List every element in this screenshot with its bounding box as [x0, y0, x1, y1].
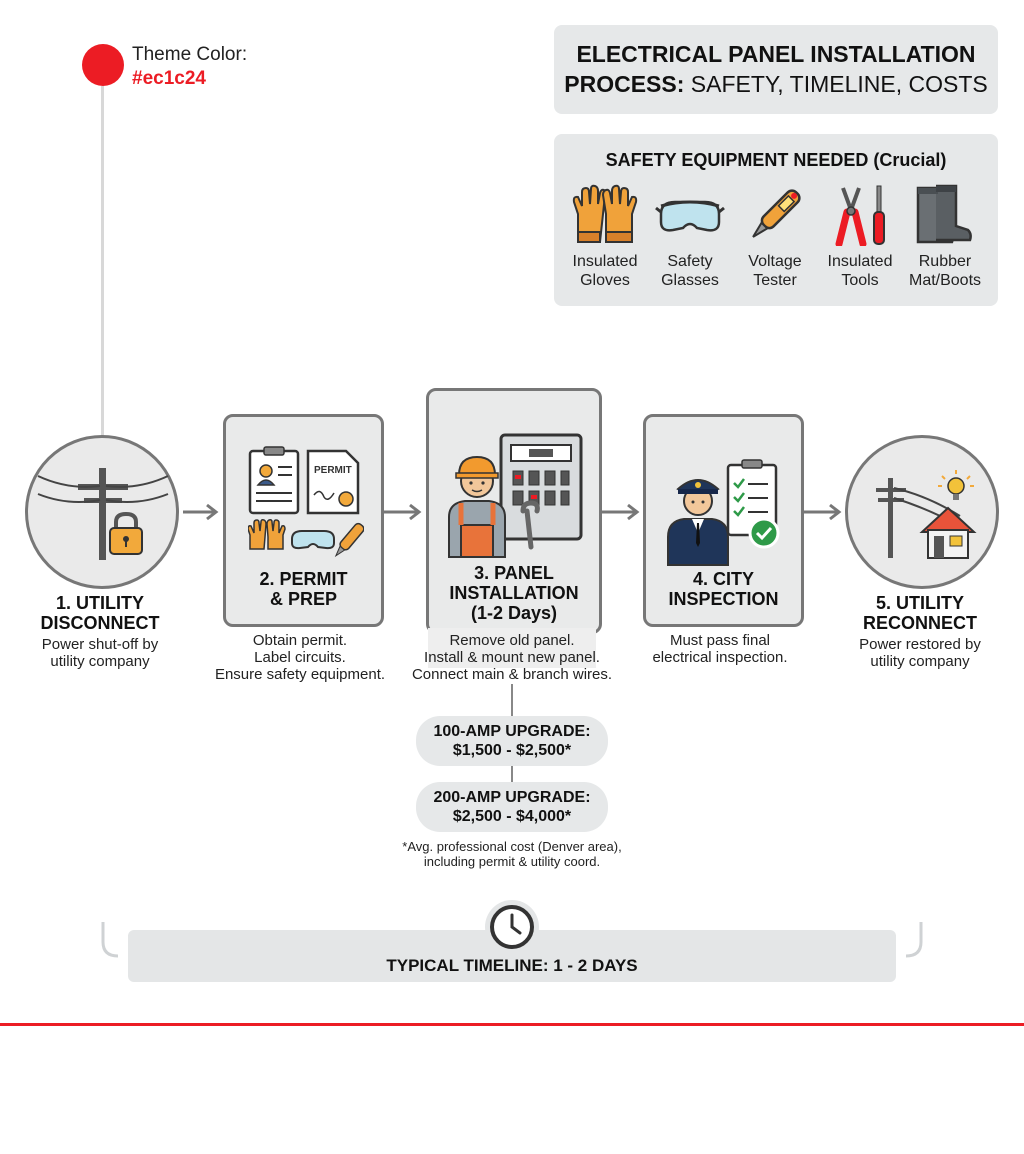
title-line-2 — [554, 71, 998, 98]
safety-item-label: Tools — [841, 272, 879, 289]
step-city-inspection-card — [643, 414, 804, 627]
cost-footnote — [380, 839, 644, 869]
cost-range: $1,500 - $2,500* — [452, 742, 572, 759]
step-2-title — [226, 569, 381, 609]
timeline-label: TYPICAL TIMELINE: 1 - 2 DAYS — [386, 956, 638, 975]
step-desc-line: Label circuits. — [254, 649, 346, 666]
safety-item-boots — [900, 184, 990, 290]
theme-color-label: Theme Color: — [132, 44, 248, 65]
safety-item-label: Voltage — [748, 253, 802, 270]
step-desc-line: Install & mount new panel. — [424, 649, 600, 666]
safety-item-label: Insulated — [572, 253, 638, 270]
safety-item-label: Mat/Boots — [908, 272, 982, 289]
step-1-title — [20, 593, 180, 633]
rubber-boots-icon — [910, 184, 980, 246]
step-2-description — [200, 632, 400, 683]
step-utility-reconnect-circle — [845, 435, 999, 589]
step-title-line: 1. UTILITY — [55, 593, 144, 613]
safety-item-glasses — [645, 184, 735, 290]
footnote-line: including permit & utility coord. — [423, 854, 601, 869]
cost-label: 100-AMP UPGRADE: — [433, 723, 591, 740]
safety-item-gloves — [560, 184, 650, 290]
theme-color-swatch — [82, 44, 124, 86]
safety-item-label: Glasses — [661, 272, 719, 289]
safety-item-tools — [815, 184, 905, 290]
step-4-title — [646, 569, 801, 609]
step-desc-line: electrical inspection. — [652, 649, 788, 666]
step-title-line: 4. CITY — [692, 569, 754, 589]
arrow-right-icon — [600, 502, 642, 522]
gloves-icon — [570, 184, 640, 246]
safety-equipment-title: SAFETY EQUIPMENT NEEDED (Crucial) — [605, 150, 947, 170]
step-title-line: 3. PANEL — [474, 563, 554, 583]
clock-icon — [483, 898, 541, 956]
utility-pole-lock-icon — [28, 438, 176, 586]
step-1-description — [10, 636, 190, 670]
safety-glasses-icon — [655, 184, 725, 246]
step-desc-line: utility company — [50, 653, 150, 670]
safety-item-tester — [730, 184, 820, 290]
arrow-right-icon — [382, 502, 424, 522]
footnote-line: *Avg. professional cost (Denver area), — [402, 839, 622, 854]
step-title-line: RECONNECT — [862, 613, 977, 633]
step-desc-line: Power restored by — [859, 636, 981, 653]
insulated-tools-icon — [825, 184, 895, 246]
step-title-line: INSTALLATION — [449, 583, 579, 603]
safety-item-label: Rubber — [918, 253, 972, 270]
cost-pill-200-amp — [416, 782, 608, 832]
step-title-line: DISCONNECT — [40, 613, 160, 633]
theme-color-value: #ec1c24 — [132, 68, 206, 89]
arrow-right-icon — [181, 502, 221, 522]
safety-item-label: Gloves — [580, 272, 630, 289]
step-desc-line: utility company — [870, 653, 970, 670]
title-line-2-rest: SAFETY, TIMELINE, COSTS — [684, 71, 988, 97]
safety-item-label: Insulated — [827, 253, 893, 270]
title-box — [554, 25, 998, 114]
safety-equipment-box — [554, 134, 998, 306]
step-desc-line: Power shut-off by — [41, 636, 159, 653]
step-title-line: 2. PERMIT — [259, 569, 348, 589]
accent-divider — [0, 1023, 1024, 1026]
inspector-checklist-icon — [664, 457, 786, 567]
step-desc-line: Must pass final — [669, 632, 771, 649]
safety-item-label: Safety — [667, 253, 713, 270]
title-line-2-bold: PROCESS: — [564, 71, 685, 97]
cost-range: $2,500 - $4,000* — [452, 808, 572, 825]
step-3-description — [402, 632, 622, 683]
step-utility-disconnect-circle — [25, 435, 179, 589]
connector-line — [101, 86, 104, 440]
step-desc-line: Remove old panel. — [449, 632, 575, 649]
permit-label: PERMIT — [314, 465, 352, 476]
step-permit-prep-card — [223, 414, 384, 627]
permit-documents-icon — [248, 445, 364, 565]
step-5-description — [830, 636, 1010, 670]
connector-line — [511, 684, 513, 718]
cost-label: 200-AMP UPGRADE: — [433, 789, 591, 806]
step-3-title — [429, 563, 599, 623]
step-title-line: INSPECTION — [668, 589, 779, 609]
utility-pole-house-icon — [848, 438, 996, 586]
title-line-1: ELECTRICAL PANEL INSTALLATION — [576, 41, 976, 67]
step-desc-line: Obtain permit. — [252, 632, 348, 649]
step-title-line: 5. UTILITY — [875, 593, 964, 613]
step-title-line: & PREP — [269, 589, 338, 609]
safety-item-label: Tester — [753, 272, 797, 289]
step-5-title — [840, 593, 1000, 633]
step-panel-installation-card — [426, 388, 602, 634]
arrow-right-icon — [802, 502, 844, 522]
step-desc-line: Ensure safety equipment. — [214, 666, 386, 683]
step-title-line: (1-2 Days) — [470, 603, 558, 623]
step-4-description — [620, 632, 820, 666]
cost-pill-100-amp — [416, 716, 608, 766]
voltage-tester-icon — [740, 184, 810, 246]
electrician-panel-icon — [439, 429, 589, 561]
step-desc-line: Connect main & branch wires. — [411, 666, 613, 683]
